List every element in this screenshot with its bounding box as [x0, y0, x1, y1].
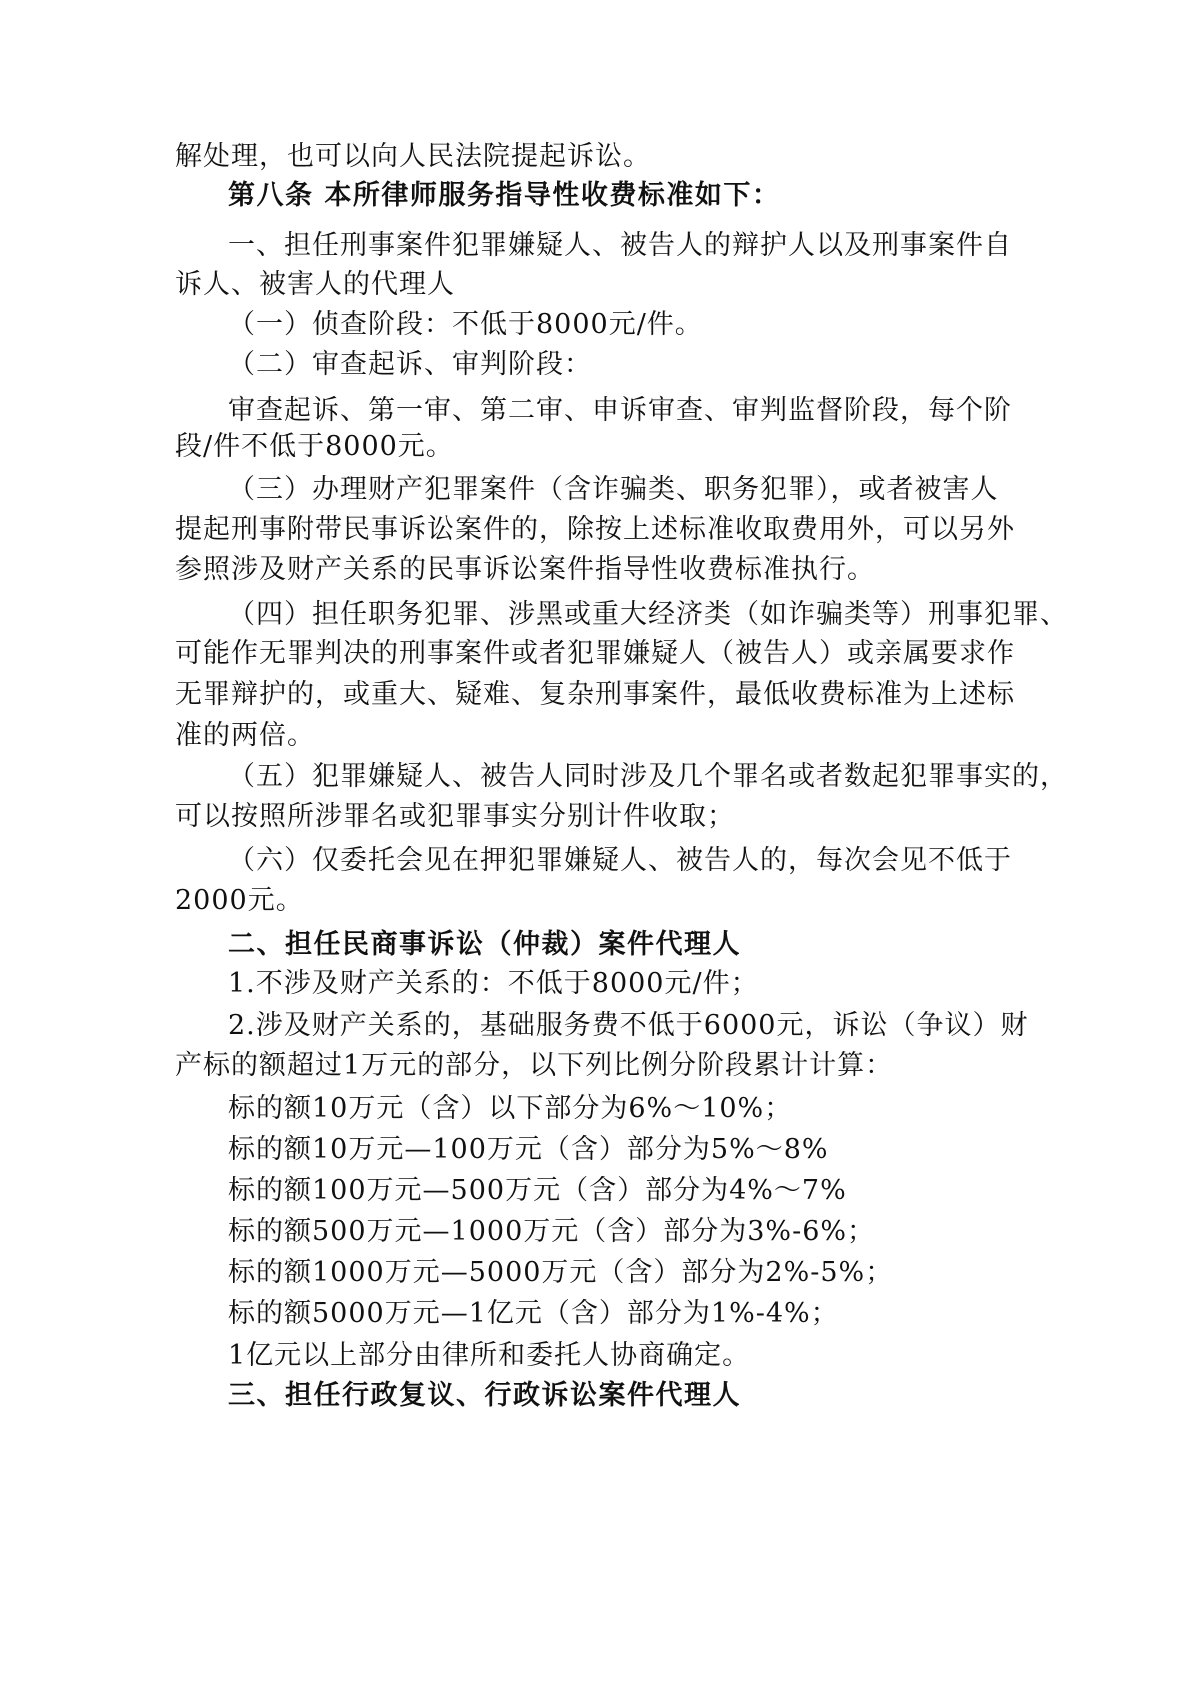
section-2-heading: 二、担任民商事诉讼（仲裁）案件代理人	[228, 929, 741, 960]
rate-tier-1: 标的额10万元（含）以下部分为6%～10%；	[228, 1093, 793, 1124]
item-2-body-line-2: 段/件不低于8000元。	[175, 431, 454, 462]
rate-tier-2: 标的额10万元—100万元（含）部分为5%～8%	[228, 1134, 829, 1165]
rate-tier-7: 1亿元以上部分由律所和委托人协商确定。	[228, 1340, 751, 1371]
civil-item-2-line-1: 2.涉及财产关系的，基础服务费不低于6000元，诉讼（争议）财	[228, 1010, 1029, 1041]
item-5-line-2: 可以按照所涉罪名或犯罪事实分别计件收取；	[175, 801, 735, 832]
item-3-line-3: 参照涉及财产关系的民事诉讼案件指导性收费标准执行。	[175, 554, 875, 585]
rate-tier-3: 标的额100万元—500万元（含）部分为4%～7%	[228, 1175, 847, 1206]
rate-tier-5: 标的额1000万元—5000万元（含）部分为2%-5%；	[228, 1257, 894, 1288]
rate-tier-4: 标的额500万元—1000万元（含）部分为3%-6%；	[228, 1216, 876, 1247]
section-1-heading-line-2: 诉人、被害人的代理人	[175, 269, 455, 300]
item-6-line-1: （六）仅委托会见在押犯罪嫌疑人、被告人的，每次会见不低于	[228, 845, 1012, 876]
item-2-heading: （二）审查起诉、审判阶段：	[228, 349, 592, 380]
item-2-body-line-1: 审查起诉、第一审、第二审、申诉审查、审判监督阶段，每个阶	[228, 395, 1012, 426]
item-4-line-3: 无罪辩护的，或重大、疑难、复杂刑事案件，最低收费标准为上述标	[175, 679, 1015, 710]
section-1-heading-line-1: 一、担任刑事案件犯罪嫌疑人、被告人的辩护人以及刑事案件自	[228, 230, 1012, 261]
item-3-line-1: （三）办理财产犯罪案件（含诈骗类、职务犯罪），或者被害人	[228, 474, 999, 505]
item-1-investigation: （一）侦查阶段：不低于8000元/件。	[228, 309, 703, 340]
item-5-line-1: （五）犯罪嫌疑人、被告人同时涉及几个罪名或者数起犯罪事实的，	[228, 761, 1068, 792]
item-6-line-2: 2000元。	[175, 885, 304, 916]
item-4-line-1: （四）担任职务犯罪、涉黑或重大经济类（如诈骗类等）刑事犯罪、	[228, 599, 1068, 630]
item-4-line-2: 可能作无罪判决的刑事案件或者犯罪嫌疑人（被告人）或亲属要求作	[175, 638, 1015, 669]
item-4-line-4: 准的两倍。	[175, 720, 315, 751]
rate-tier-6: 标的额5000万元—1亿元（含）部分为1%-4%；	[228, 1298, 839, 1329]
section-3-heading: 三、担任行政复议、行政诉讼案件代理人	[228, 1380, 741, 1411]
article-8-heading: 第八条 本所律师服务指导性收费标准如下：	[228, 180, 781, 211]
civil-item-1: 1.不涉及财产关系的：不低于8000元/件；	[228, 968, 759, 999]
item-3-line-2: 提起刑事附带民事诉讼案件的，除按上述标准收取费用外，可以另外	[175, 514, 1015, 545]
civil-item-2-line-2: 产标的额超过1万元的部分，以下列比例分阶段累计计算：	[175, 1050, 894, 1081]
text-line-1: 解处理，也可以向人民法院提起诉讼。	[175, 141, 651, 172]
